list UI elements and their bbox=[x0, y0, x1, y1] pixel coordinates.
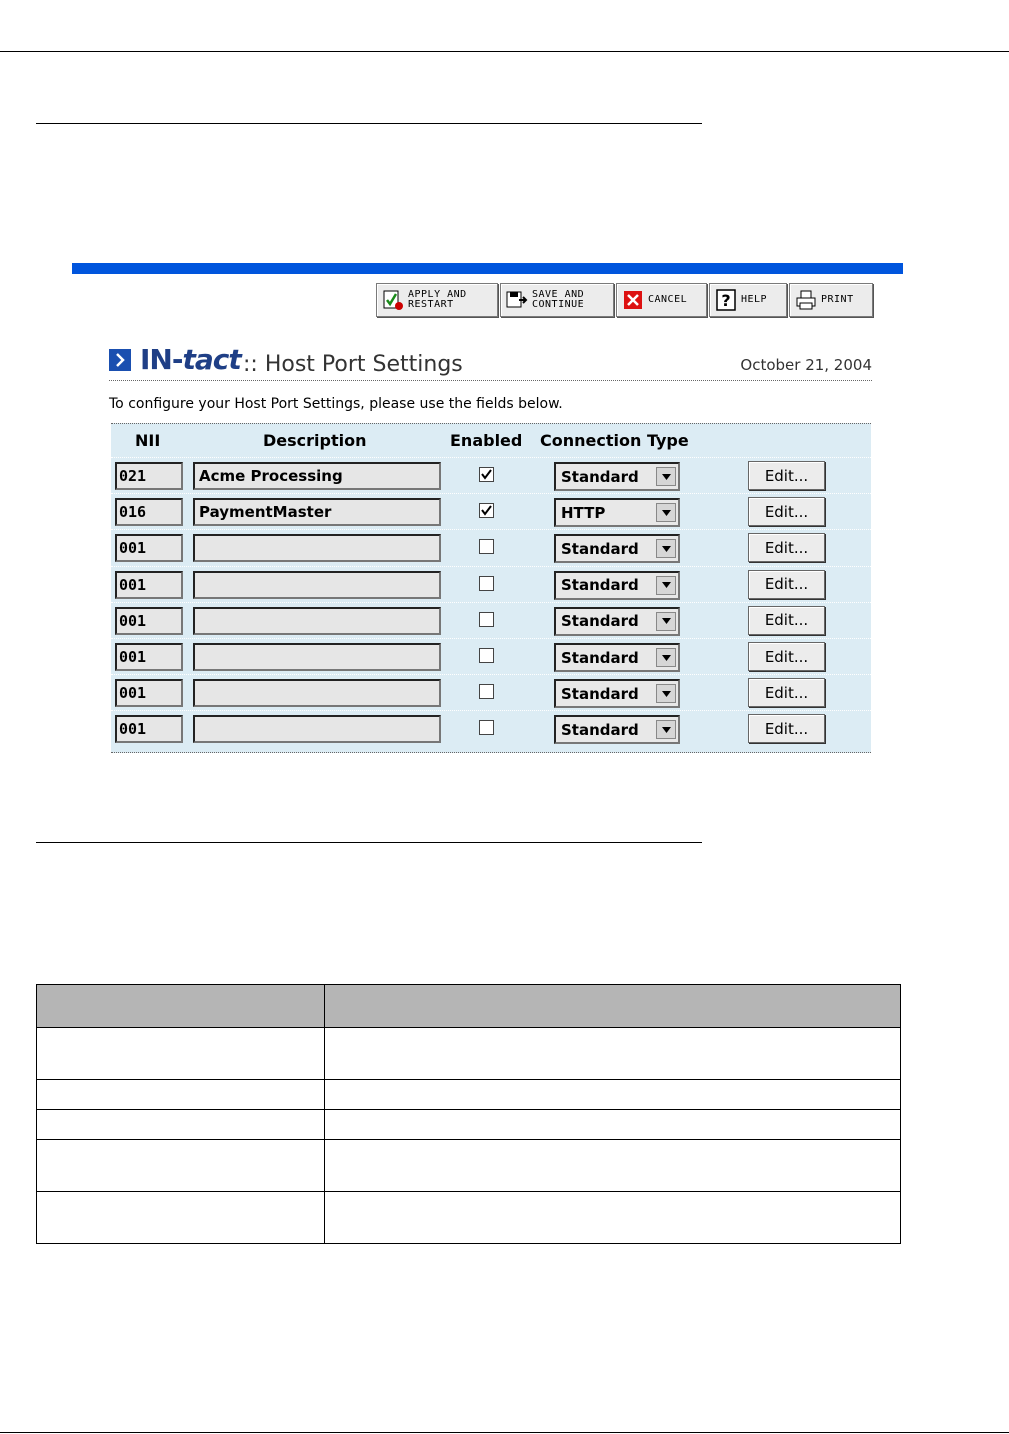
edit-button[interactable]: Edit... bbox=[748, 461, 825, 490]
host-port-row bbox=[111, 529, 871, 566]
col-header-enabled: Enabled bbox=[450, 431, 523, 450]
edit-button[interactable]: Edit... bbox=[748, 606, 825, 635]
page-title: :: Host Port Settings bbox=[243, 352, 463, 377]
table-cell bbox=[325, 1110, 901, 1140]
connection-type-value: Standard bbox=[561, 539, 639, 558]
print-button[interactable] bbox=[789, 283, 873, 317]
edit-button[interactable]: Edit... bbox=[748, 714, 825, 743]
host-port-row bbox=[111, 602, 871, 639]
print-label: PRINT bbox=[821, 294, 854, 305]
table-row bbox=[37, 1140, 901, 1192]
save-continue-button[interactable] bbox=[500, 283, 614, 317]
edit-button[interactable]: Edit... bbox=[748, 642, 825, 671]
page-header bbox=[109, 343, 872, 381]
table-cell bbox=[37, 1110, 325, 1140]
nii-input[interactable]: 001 bbox=[115, 643, 183, 671]
host-port-row bbox=[111, 710, 871, 747]
section-rule-1 bbox=[36, 123, 702, 124]
section-rule-2 bbox=[36, 842, 702, 843]
description-input[interactable]: Acme Processing bbox=[193, 462, 441, 490]
chevron-down-icon bbox=[656, 539, 676, 558]
connection-type-value: Standard bbox=[561, 684, 639, 703]
connection-type-select[interactable] bbox=[554, 679, 680, 708]
nii-input[interactable]: 021 bbox=[115, 462, 183, 490]
connection-type-select[interactable] bbox=[554, 462, 680, 491]
help-icon bbox=[715, 289, 737, 311]
nii-input[interactable]: 001 bbox=[115, 679, 183, 707]
col-header-nii: NII bbox=[135, 431, 161, 450]
accent-bar bbox=[72, 263, 903, 274]
connection-type-select[interactable] bbox=[554, 534, 680, 563]
connection-type-value: HTTP bbox=[561, 503, 606, 522]
nii-input[interactable]: 016 bbox=[115, 498, 183, 526]
table-header-row bbox=[37, 985, 901, 1028]
host-port-table bbox=[111, 423, 871, 753]
chevron-down-icon bbox=[656, 612, 676, 631]
host-port-row bbox=[111, 457, 871, 494]
top-rule bbox=[0, 51, 1009, 52]
enabled-checkbox[interactable] bbox=[479, 612, 494, 627]
in-tact-logo bbox=[140, 343, 241, 376]
apply-restart-button[interactable] bbox=[376, 283, 498, 317]
connection-type-select[interactable] bbox=[554, 643, 680, 672]
svg-text:?: ? bbox=[721, 291, 731, 310]
chevron-down-icon bbox=[656, 503, 676, 522]
cancel-icon bbox=[622, 289, 644, 311]
nii-input[interactable]: 001 bbox=[115, 607, 183, 635]
col-header-description: Description bbox=[263, 431, 367, 450]
print-icon bbox=[795, 289, 817, 311]
cancel-label: CANCEL bbox=[648, 294, 688, 305]
checkmark-icon bbox=[480, 504, 493, 517]
chevron-down-icon bbox=[656, 576, 676, 595]
connection-type-value: Standard bbox=[561, 648, 639, 667]
description-input[interactable] bbox=[193, 715, 441, 743]
connection-type-select[interactable] bbox=[554, 715, 680, 744]
edit-button[interactable]: Edit... bbox=[748, 497, 825, 526]
save-continue-label: SAVE AND CONTINUE bbox=[532, 289, 585, 310]
table-row bbox=[37, 1192, 901, 1244]
table-header-cell bbox=[37, 985, 325, 1028]
enabled-checkbox[interactable] bbox=[479, 467, 494, 482]
edit-button[interactable]: Edit... bbox=[748, 570, 825, 599]
cancel-button[interactable] bbox=[616, 283, 707, 317]
connection-type-value: Standard bbox=[561, 467, 639, 486]
chevron-down-icon bbox=[656, 648, 676, 667]
apply-restart-icon bbox=[382, 289, 404, 311]
chevron-down-icon bbox=[656, 467, 676, 486]
description-input[interactable] bbox=[193, 607, 441, 635]
nii-input[interactable]: 001 bbox=[115, 571, 183, 599]
host-port-row bbox=[111, 638, 871, 675]
enabled-checkbox[interactable] bbox=[479, 720, 494, 735]
instructions: To configure your Host Port Settings, please use the fields below. bbox=[109, 396, 563, 412]
connection-type-value: Standard bbox=[561, 720, 639, 739]
reference-table bbox=[36, 984, 901, 1244]
logo-prefix: IN- bbox=[140, 343, 183, 376]
description-input[interactable] bbox=[193, 534, 441, 562]
description-input[interactable]: PaymentMaster bbox=[193, 498, 441, 526]
enabled-checkbox[interactable] bbox=[479, 503, 494, 518]
enabled-checkbox[interactable] bbox=[479, 539, 494, 554]
bottom-rule bbox=[0, 1432, 1009, 1433]
apply-restart-label: APPLY AND RESTART bbox=[408, 289, 467, 310]
table-cell bbox=[37, 1140, 325, 1192]
table-cell bbox=[325, 1140, 901, 1192]
host-port-row bbox=[111, 493, 871, 530]
col-header-connection-type: Connection Type bbox=[540, 431, 689, 450]
table-row bbox=[37, 1028, 901, 1080]
connection-type-value: Standard bbox=[561, 612, 639, 631]
enabled-checkbox[interactable] bbox=[479, 684, 494, 699]
chevron-down-icon bbox=[656, 684, 676, 703]
host-port-row bbox=[111, 674, 871, 711]
connection-type-select[interactable] bbox=[554, 607, 680, 636]
description-input[interactable] bbox=[193, 679, 441, 707]
enabled-checkbox[interactable] bbox=[479, 576, 494, 591]
table-row bbox=[37, 1080, 901, 1110]
connection-type-select[interactable] bbox=[554, 571, 680, 600]
table-cell bbox=[325, 1028, 901, 1080]
table-row bbox=[37, 1110, 901, 1140]
save-continue-icon bbox=[506, 289, 528, 311]
edit-button[interactable]: Edit... bbox=[748, 533, 825, 562]
nii-input[interactable]: 001 bbox=[115, 715, 183, 743]
host-port-row bbox=[111, 566, 871, 603]
table-cell bbox=[325, 1080, 901, 1110]
chevron-down-icon bbox=[656, 720, 676, 739]
description-input[interactable] bbox=[193, 643, 441, 671]
edit-button[interactable]: Edit... bbox=[748, 678, 825, 707]
help-button[interactable] bbox=[709, 283, 787, 317]
page-date: October 21, 2004 bbox=[740, 356, 872, 374]
checkmark-icon bbox=[480, 468, 493, 481]
enabled-checkbox[interactable] bbox=[479, 648, 494, 663]
table-cell bbox=[37, 1028, 325, 1080]
connection-type-select[interactable] bbox=[554, 498, 680, 527]
toolbar bbox=[376, 283, 873, 319]
description-input[interactable] bbox=[193, 571, 441, 599]
table-cell bbox=[37, 1080, 325, 1110]
logo-suffix: tact bbox=[182, 343, 241, 376]
help-label: HELP bbox=[741, 294, 768, 305]
table-header-cell bbox=[325, 985, 901, 1028]
table-cell bbox=[325, 1192, 901, 1244]
nii-input[interactable]: 001 bbox=[115, 534, 183, 562]
table-cell bbox=[37, 1192, 325, 1244]
connection-type-value: Standard bbox=[561, 576, 639, 595]
chevron-right-icon bbox=[109, 349, 131, 371]
